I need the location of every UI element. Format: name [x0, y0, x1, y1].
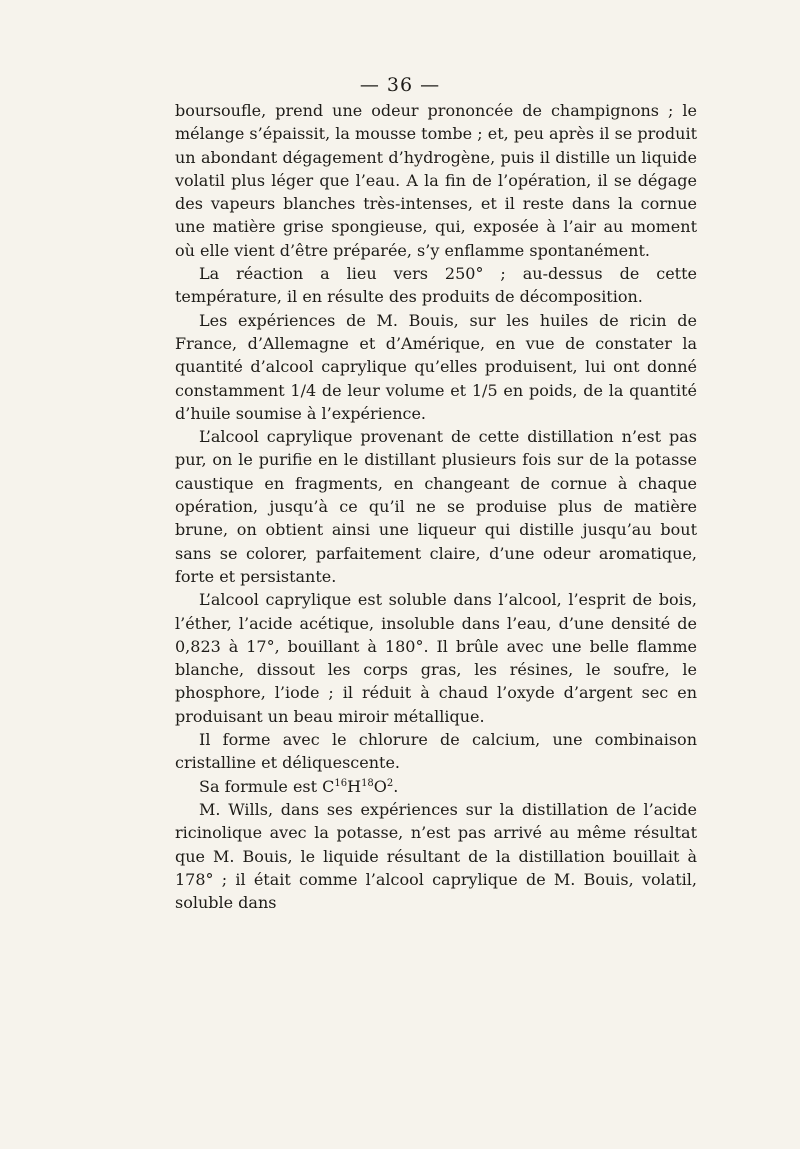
formula-suffix: . [393, 776, 399, 796]
page-number: — 36 — [359, 74, 441, 96]
paragraph-2: La réaction a lieu vers 250° ; au-dessus de cette température, il en résulte des produits de décomposition. [175, 264, 697, 307]
paragraph-6: Il forme avec le chlorure de calcium, une combinaison cristalline et déliquescente. [175, 730, 697, 773]
formula-hydrogen: H [347, 776, 362, 796]
paragraph-5: L’alcool caprylique est soluble dans l’alcool, l’esprit de bois, l’éther, l’acide acétique, insoluble dans l’eau, d’une densité de 0,823 à 17°, bouillant à 180°. Il brûle avec une belle flamme blanche, dissout les corps gras, les résines, le soufre, le phosphore, l’iode ; il réduit à chaud l’oxyde d’argent sec en produisant un beau miroir métallique. [175, 590, 697, 726]
formula-hydrogen-count: 18 [361, 777, 374, 789]
formula-carbon-count: 16 [334, 777, 348, 789]
formula-prefix: Sa formule est C [199, 776, 335, 796]
formula-oxygen-count: 2 [386, 777, 394, 789]
body-text [175, 99, 697, 914]
paragraph-final: M. Wills, dans ses expériences sur la distillation de l’acide ricinolique avec la potasse, n’est pas arrivé au même résultat que M. Bouis, le liquide résultant de la distillation bouillait à 178° ; il était comme l’alcool caprylique de M. Bouis, volatil, soluble dans [175, 799, 697, 913]
paragraph-4: L’alcool caprylique provenant de cette distillation n’est pas pur, on le purifie en le distillant plusieurs fois sur de la potasse caustique en fragments, en changeant de cornue à chaque opération, jusqu’à ce qu’il ne se produise plus de matière brune, on obtient ainsi une liqueur qui distille jusqu’au bout sans se colorer, parfaitement claire, d’une odeur aromatique, forte et persistante. [175, 427, 697, 586]
formula-oxygen: O [373, 776, 387, 796]
formula-line [175, 775, 697, 798]
paragraph-1: boursoufle, prend une odeur prononcée de champignons ; le mélange s’épaissit, la mousse tombe ; et, peu après il se produit un abondant dégagement d’hydrogène, puis il distille un liquide volatil plus léger que l’eau. A la fin de l’opération, il se dégage des vapeurs blanches très-intenses, et il reste dans la cornue une matière grise spongieuse, qui, exposée à l’air au moment où elle vient d’être préparée, s’y enflamme spontanément. [175, 101, 697, 260]
paragraph-3: Les expériences de M. Bouis, sur les huiles de ricin de France, d’Allemagne et d’Amérique, en vue de constater la quantité d’alcool caprylique qu’elles produisent, lui ont donné constamment 1/4 de leur volume et 1/5 en poids, de la quantité d’huile soumise à l’expérience. [175, 310, 697, 423]
